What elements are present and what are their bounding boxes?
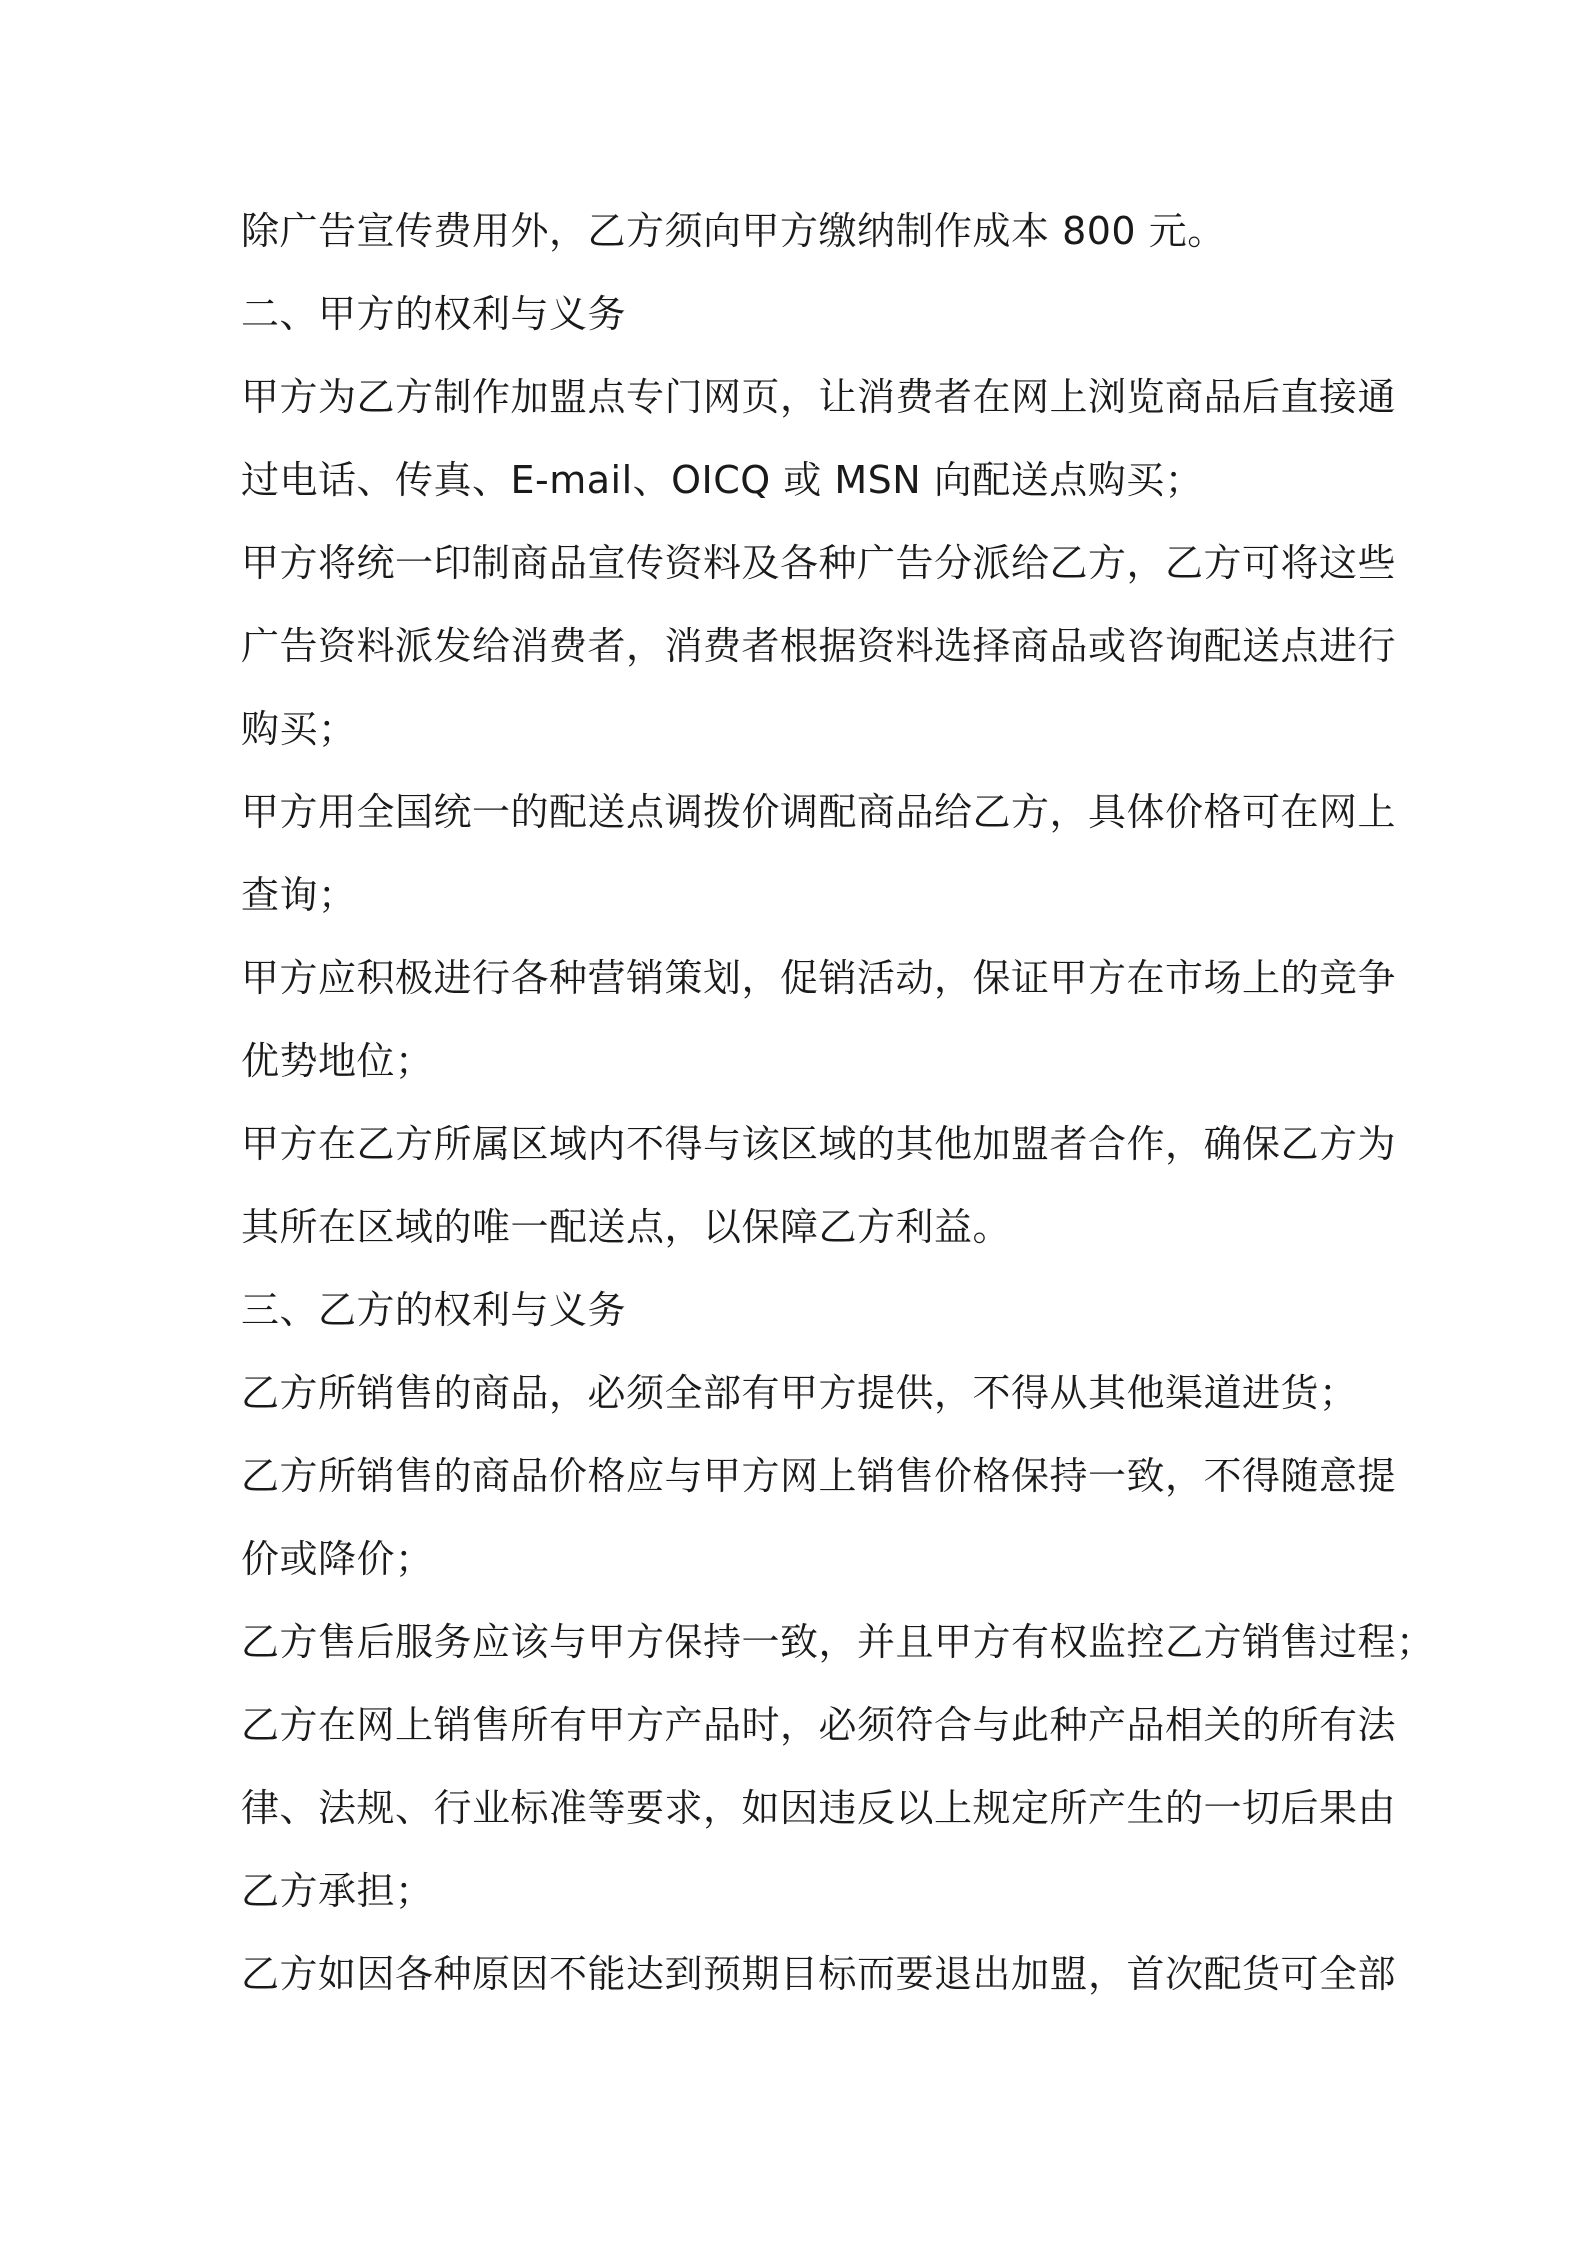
paragraph-line: 购买；	[241, 707, 357, 751]
paragraph-line: 甲方用全国统一的配送点调拨价调配商品给乙方，具体价格可在网上	[241, 790, 1397, 834]
paragraph-line: 乙方所销售的商品，必须全部有甲方提供，不得从其他渠道进货；	[241, 1371, 1358, 1415]
section-heading-party-b: 三、乙方的权利与义务	[241, 1288, 627, 1332]
paragraph-line: 乙方所销售的商品价格应与甲方网上销售价格保持一致，不得随意提	[241, 1454, 1397, 1498]
paragraph-line: 乙方承担；	[241, 1869, 434, 1913]
paragraph-line: 甲方在乙方所属区域内不得与该区域的其他加盟者合作，确保乙方为	[241, 1122, 1397, 1166]
document-body	[241, 190, 1435, 2016]
paragraph-line: 乙方售后服务应该与甲方保持一致，并且甲方有权监控乙方销售过程；	[241, 1620, 1435, 1664]
paragraph-line: 甲方为乙方制作加盟点专门网页，让消费者在网上浏览商品后直接通	[241, 375, 1397, 419]
paragraph-line: 乙方在网上销售所有甲方产品时，必须符合与此种产品相关的所有法	[241, 1703, 1397, 1747]
paragraph-line: 其所在区域的唯一配送点，以保障乙方利益。	[241, 1205, 1012, 1249]
paragraph-line: 甲方应积极进行各种营销策划，促销活动，保证甲方在市场上的竞争	[241, 956, 1397, 1000]
paragraph-line: 乙方如因各种原因不能达到预期目标而要退出加盟，首次配货可全部	[241, 1952, 1397, 1996]
paragraph-line: 价或降价；	[241, 1537, 434, 1581]
paragraph-line: 优势地位；	[241, 1039, 434, 1083]
paragraph-line: 查询；	[241, 873, 357, 917]
paragraph-line: 除广告宣传费用外，乙方须向甲方缴纳制作成本 800 元。	[241, 209, 1226, 253]
paragraph-line: 甲方将统一印制商品宣传资料及各种广告分派给乙方，乙方可将这些	[241, 541, 1397, 585]
section-heading-party-a: 二、甲方的权利与义务	[241, 292, 627, 336]
paragraph-line: 律、法规、行业标准等要求，如因违反以上规定所产生的一切后果由	[241, 1786, 1397, 1830]
paragraph-line: 过电话、传真、E-mail、OICQ 或 MSN 向配送点购买；	[241, 458, 1204, 502]
paragraph-line: 广告资料派发给消费者，消费者根据资料选择商品或咨询配送点进行	[241, 624, 1397, 668]
